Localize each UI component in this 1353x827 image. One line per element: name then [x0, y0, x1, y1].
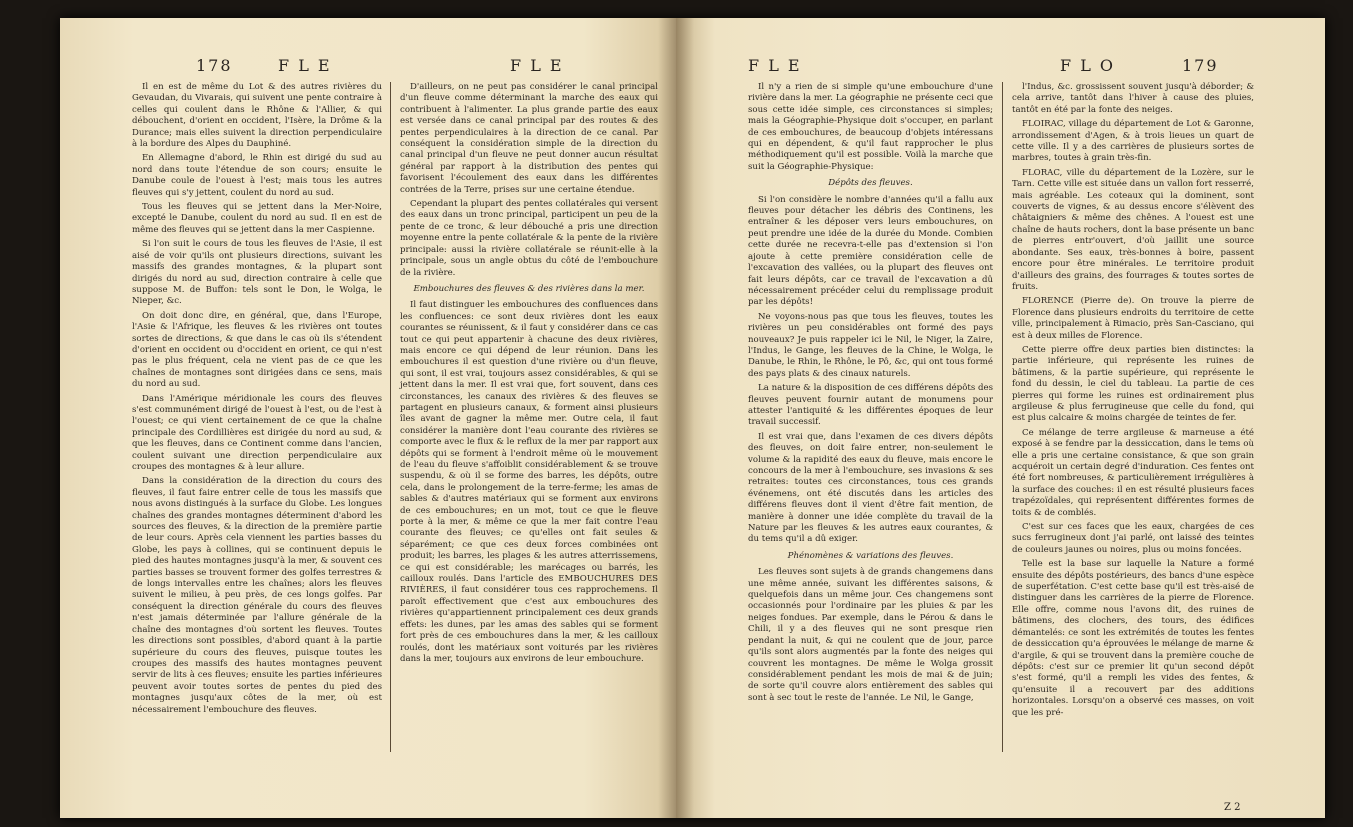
paragraph: Si l'on suit le cours de tous les fleuves de l'Asie, il est aisé de voir qu'ils ont plusieurs directions, suivant les massifs des grandes montagnes, & la plupart sont dirigés du nord au sud, direction contraire à celle que suppose M. de Buffon: tels sont le Don, le Wolga, le Nieper, &c.: [132, 239, 382, 307]
paragraph: Ce mélange de terre argileuse & marneuse a été exposé à se fendre par la dessiccation, dans le tems où elle a pris une certaine consistance, & que son grain acquéroit un certain degré d'induration. Ces fentes ont été fort nombreuses, & particulièrement irrégulières à la surface des couches: il en est résulté plusieurs faces trapézoïdales, qui représentent différentes formes de toits & de comblés.: [1012, 427, 1254, 518]
paragraph: C'est sur ces faces que les eaux, chargées de ces sucs ferrugineux dont j'ai parlé, ont laissé des teintes de couleurs jaunes ou noires, plus ou moins foncées.: [1012, 522, 1254, 555]
right-running-head: [676, 56, 1325, 78]
text-column: [400, 82, 658, 668]
text-column: [132, 82, 382, 719]
section-subheading: Phénomènes & variations des fleuves.: [787, 550, 954, 561]
paragraph: Cette pierre offre deux parties bien distinctes: la partie inférieure, qui représente les ruines de bâtimens, & la partie supérieure, qui représente le fond du dessin, le ciel du tableau. La partie de ces pierres qui forme les ruines est ordinairement plus argileuse & plus ferrugineuse que celle du fond, qui est plus calcaire & moins chargée de teintes de fer.: [1012, 344, 1254, 424]
paragraph: FLORENCE (Pierre de). On trouve la pierre de Florence dans plusieurs endroits du territoire de cette ville, principalement à Rimacio, près San-Casciano, qui est à deux milles de Florence.: [1012, 296, 1254, 341]
paragraph: Les fleuves sont sujets à de grands changemens dans une même année, suivant les différentes saisons, & quelquefois dans un même jour. Ces changemens sont occasionnés pour l'ordinaire par les pluies & par les neiges fondues. Par exemple, dans le Pérou & dans le Chili, il y a des fleuves qui ne sont presque rien pendant la nuit, & qui ne coulent que de jour, parce qu'ils sont alors augmentés par la fonte des neiges qui couvrent les montagnes. De même le Wolga grossit considérablement pendant les mois de mai & de juin; de sorte qu'il couvre alors entièrement des sables qui sont à sec tout le reste de l'année. Le Nil, le Gange,: [748, 567, 993, 703]
left-running-head: [60, 56, 676, 78]
paragraph: FLOIRAC, village du département de Lot & Garonne, arrondissement d'Agen, & à trois lieues un quart de cette ville. Il y a des carrières de plusieurs sortes de marbres, toutes à grain très-fin.: [1012, 119, 1254, 164]
paragraph: Cependant la plupart des pentes collatérales qui versent des eaux dans un tronc principal, participent un peu de la pente de ce tronc, & leur débouché a pris une direction moyenne entre la pente collatérale & la pente de la rivière principale: aussi la rivière collatérale se réunit-elle à la principale, sous un angle obtus du côté de l'embouchure de la rivière.: [400, 199, 658, 278]
paragraph: La nature & la disposition de ces différens dépôts des fleuves peuvent fournir autant de monumens pour attester l'antiquité & les différentes époques de leur travail successif.: [748, 383, 993, 428]
paragraph: Il en est de même du Lot & des autres rivières du Gevaudan, du Vivarais, qui suivent une pente contraire à celles qui coulent dans le Rhône & l'Allier, & qui débouchent, d'orient en occident, l'Isère, la Drôme & la Durance; mais elles suivent la direction perpendiculaire à la bordure des Alpes du Dauphiné.: [132, 82, 382, 150]
running-head: F L E: [748, 56, 802, 75]
paragraph: Tous les fleuves qui se jettent dans la Mer-Noire, excepté le Danube, coulent du nord au sud. Il en est de même des fleuves qui se jettent dans la mer Caspienne.: [132, 202, 382, 235]
page-number: 178: [196, 56, 233, 75]
page-number: 179: [1182, 56, 1219, 75]
paragraph: En Allemagne d'abord, le Rhin est dirigé du sud au nord dans toute l'étendue de son cours; ensuite le Danube coule de l'ouest à l'est; mais tous les autres fleuves qui s'y jettent, coulent du nord au sud.: [132, 153, 382, 198]
right-page: [676, 18, 1325, 818]
paragraph: D'ailleurs, on ne peut pas considérer le canal principal d'un fleuve comme déterminant la marche des eaux qui contribuent à l'alimenter. La plus grande partie des eaux est versée dans ce canal principal par des routes & des pentes perpendiculaires à la direction de ce canal. Par conséquent la considération simple de la direction du canal principal d'un fleuve ne peut donner aucun résultat général par rapport à la distribution des pentes qui favorisent l'écoulement des eaux dans les différentes contrées de la Terre, prises sur une certaine étendue.: [400, 82, 658, 195]
paragraph: On doit donc dire, en général, que, dans l'Europe, l'Asie & l'Afrique, les fleuves & les rivières ont toutes sortes de directions, & que dans le cas où ils s'étendent d'orient en occident ou d'occident en orient, ce qui n'est pas le plus fréquent, cela ne vient pas de ce que les chaînes de montagnes sont dirigées dans ce sens, mais du nord au sud.: [132, 310, 382, 390]
running-head: F L E: [278, 56, 332, 75]
section-subheading: Dépôts des fleuves.: [828, 178, 913, 189]
paragraph: Ne voyons-nous pas que tous les fleuves, toutes les rivières un peu considérables ont formé des pays nouveaux? Je puis rappeler ici le Nil, le Niger, la Zaire, l'Indus, le Gange, les fleuves de la Chine, le Wolga, le Danube, le Rhin, le Rhône, le Pô, &c, qui ont tous formé des pays plats & des cinaux naturels.: [748, 311, 993, 379]
paragraph: Il faut distinguer les embouchures des confluences dans les confluences: ce sont deux rivières dont les eaux courantes se réunissent, & il faut y considérer dans ce cas tout ce qui peut appartenir à chacune des deux rivières, mais encore ce qui dépend de leur réunion. Dans les embouchures il est question d'une rivière ou d'un fleuve, qui sont, il est vrai, toujours assez considérables, & qui se jettent dans la mer. Il est vrai que, fort souvent, dans ces circonstances, les canaux des rivières & des fleuves se partagent en plusieurs canaux, & forment ainsi plusieurs îles avant de gagner la même mer. Outre cela, il faut considérer la manière dont l'eau courante des rivières se comporte avec le flux & le reflux de la mer par rapport aux dépôts qui se forment à l'endroit même où le mouvement de l'eau du fleuve s'affoiblit considérablement & se trouve suspendu, & où il se forme des barres, les dépôts, outre cela, dans le prolongement de la terre-ferme; les amas de sables & d'autres matériaux qui se forment aux environs de ces embouchures; en un mot, tout ce que le fleuve porte à la mer, & même ce que la mer fait contre l'eau courante des fleuves; ce qu'elles ont fait seules & séparément; ce que ces deux forces combinées ont produit; les barres, les plages & les autres atterrissemens, ce qui est considérable; les marécages ou barrés, les cailloux roulés. Dans l'article des EMBOUCHURES DES RIVIÈRES, il faut considérer tous ces rapprochemens. Il paroît effectivement que c'est aux embouchures des rivières qu'appartiennent principalement ces deux grands effets: les dunes, par les amas des sables qui se forment fort près de ces embouchures dans la mer, & les cailloux roulés, dont les matériaux sont voiturés par les rivières dans la mer, toujours aux environs de leur embouchure.: [400, 300, 658, 664]
running-head: F L E: [510, 56, 564, 75]
paragraph: Dans l'Amérique méridionale les cours des fleuves s'est communément dirigé de l'ouest à l'est, ou de l'est à l'ouest; ce qui vient certainement de ce que la chaîne principale des Cordillières est dirigée du nord au sud, & que les fleuves, dans ce Continent comme dans l'ancien, coulent suivant une direction perpendiculaire aux croupes des montagnes & à leur allure.: [132, 393, 382, 472]
section-subheading: Embouchures des fleuves & des rivières dans la mer.: [413, 283, 645, 294]
running-head: F L O: [1060, 56, 1116, 75]
paragraph: Dans la considération de la direction du cours des fleuves, il faut faire entrer celle de tous les massifs que nous avons distingués à la surface du Globe. Les longues chaînes des grandes montagnes déterminent d'abord les sources des fleuves, & la direction de la première partie de leur cours. Après cela viennent les parties basses du Globe, les pays à collines, qui se continuent depuis le pied des hautes montagnes jusqu'à la mer, & souvent ces parties basses se trouvent former des golfes terrestres & de longs intervalles entre les chaînes; alors les fleuves suivent le milieu, à peu près, de ces longs golfes. Par conséquent la direction générale du cours des fleuves n'est jamais déterminée par l'allure générale de la chaîne des montagnes d'où sortent les fleuves. Toutes les directions sont possibles, d'abord quant à la partie supérieure du cours des fleuves, puisque toutes les croupes des massifs des hautes montagnes peuvent servir de lits à ces fleuves; ensuite les parties inférieures peuvent avoir toutes sortes de pentes du pied des montagnes jusqu'aux côtes de la mer, où est nécessairement l'embouchure des fleuves.: [132, 476, 382, 715]
paragraph: FLORAC, ville du département de la Lozère, sur le Tarn. Cette ville est située dans un vallon fort resserré, mais agréable. Les coteaux qui la dominent, sont couverts de vignes, & au dessus encore s'élèvent des châtaigniers & même des chênes. A l'ouest est une chaîne de hauts rochers, dont la base présente un banc de pierres entr'ouvert, d'où jaillit une source abondante. Ses eaux, très-bonnes à boire, passent encore pour être minérales. Le territoire produit d'ailleurs des grains, des fourrages & toutes sortes de fruits.: [1012, 167, 1254, 292]
book-spread: [60, 18, 1325, 818]
paragraph: Telle est la base sur laquelle la Nature a formé ensuite des dépôts postérieurs, des bancs d'une espèce de superfétation. C'est cette base qu'il est très-aisé de distinguer dans les carrières de la pierre de Florence. Elle offre, comme nous l'avons dit, des ruines de bâtimens, des clochers, des tours, des édifices démantelés: ce sont les extrémités de toutes les fentes de dessiccation qu'a éprouvées le mélange de marne & d'argile, & qui se trouvent dans la première couche de dépôts: c'est sur ce premier lit qu'un second dépôt s'est formé, qu'il a rempli les vides des fentes, & qu'ensuite il a recouvert par des additions horizontales. Lorsqu'on a observé ces masses, on voit que les pré-: [1012, 559, 1254, 718]
paragraph: Il est vrai que, dans l'examen de ces divers dépôts des fleuves, on doit faire entrer, non-seulement le volume & la rapidité des eaux du fleuve, mais encore le concours de la mer à l'embouchure, ses invasions & ses retraites: toutes ces circonstances, tous ces grands événemens, ont été discutés dans les articles des différens fleuves dont il vient d'être fait mention, de manière à donner une idée complète du travail de la Nature par les fleuves & les autres eaux courantes, & du tems qu'il a dû exiger.: [748, 431, 993, 545]
left-page: [60, 18, 677, 818]
text-column: [1012, 82, 1254, 722]
column-rule: [390, 82, 391, 752]
paragraph: Il n'y a rien de si simple qu'une embouchure d'une rivière dans la mer. La géographie ne présente ceci que sous cette idée simple, ces circonstances si simples; mais la Géographie-Physique doit s'occuper, en parlant de ces embouchures, de beaucoup d'objets intéressans qui en dépendent, & qu'il faut rapprocher le plus méthodiquement qu'il est possible. Voilà la marche que suit la Géographie-Physique:: [748, 82, 993, 172]
column-rule: [1002, 82, 1003, 752]
signature-mark: Z 2: [1224, 802, 1241, 813]
text-column: [748, 82, 993, 707]
paragraph: l'Indus, &c. grossissent souvent jusqu'à déborder; & cela arrive, tantôt dans l'hiver à cause des pluies, tantôt en été par la fonte des neiges.: [1012, 82, 1254, 115]
paragraph: Si l'on considère le nombre d'années qu'il a fallu aux fleuves pour détacher les débris des Continens, les entraîner & les déposer vers leurs embouchures, on peut prendre une idée de la durée du Monde. Combien cette durée ne recevra-t-elle pas d'extension si l'on ajoute à cette première considération celle de l'excavation des vallées, ou la plupart des fleuves ont fait leurs dépôts, car ce travail de l'excavation a dû nécessairement précéder celui du remplissage produit par les dépôts!: [748, 194, 993, 308]
